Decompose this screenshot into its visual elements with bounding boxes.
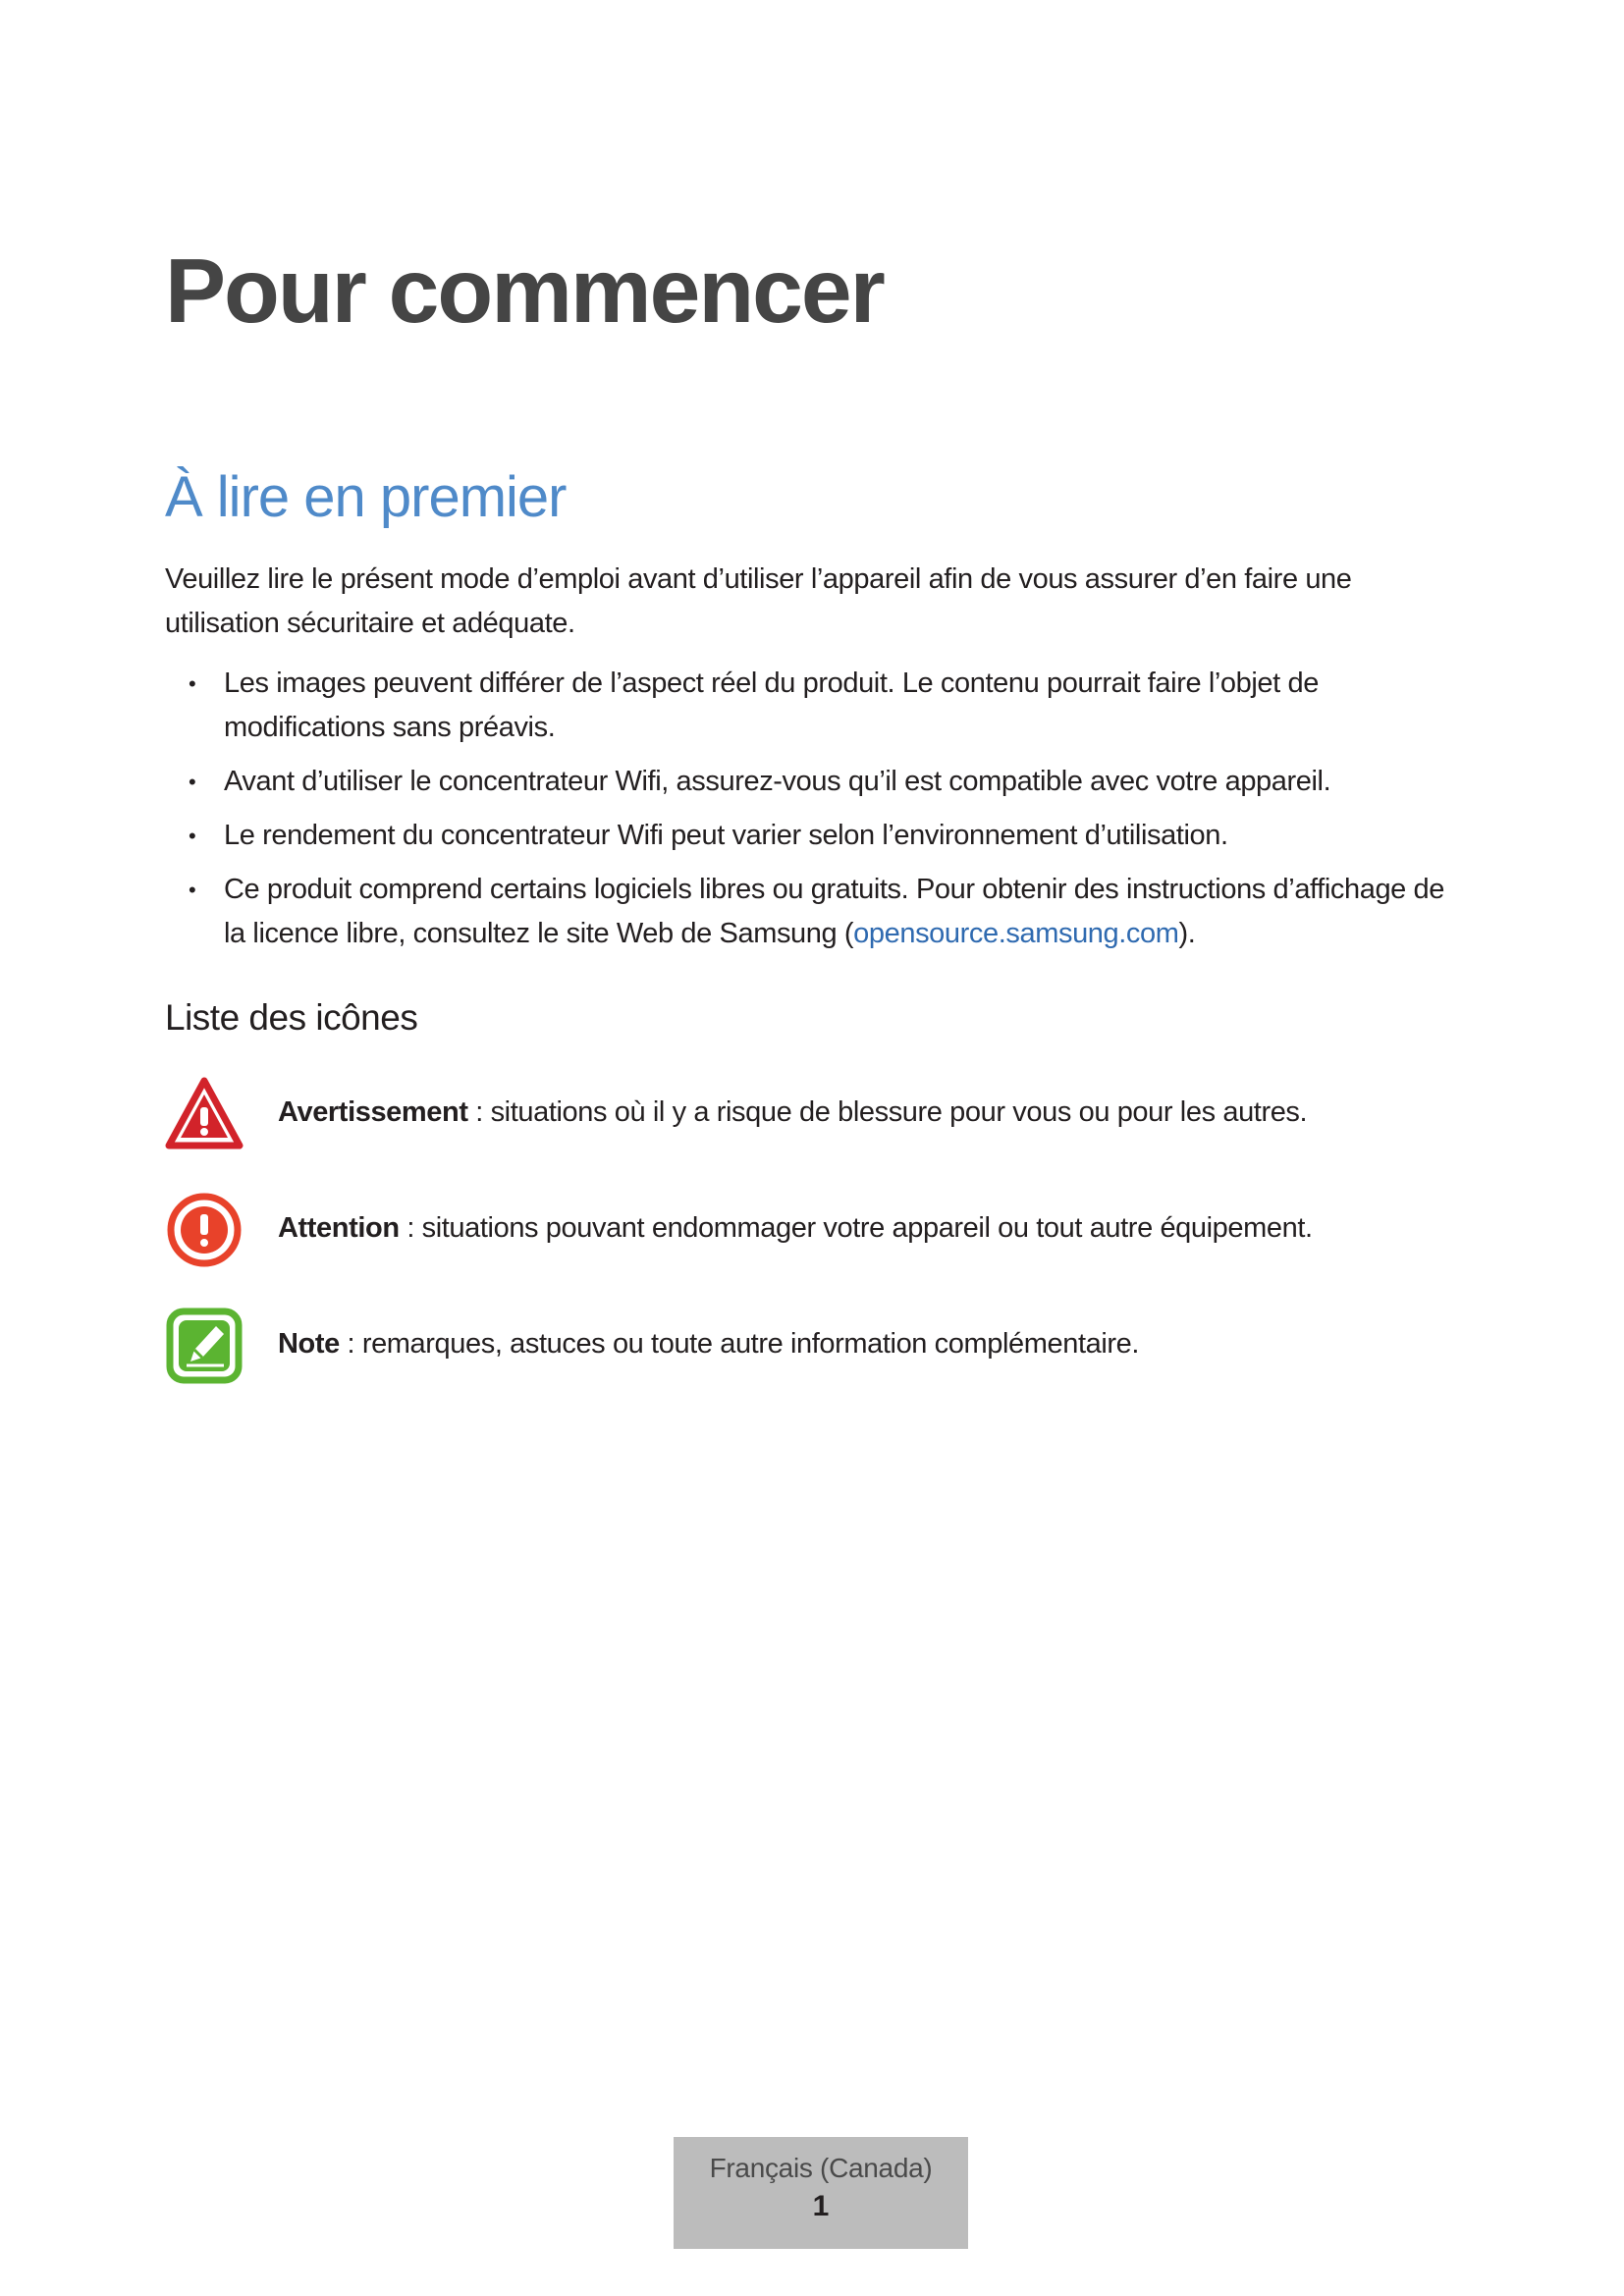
icons-list-title: Liste des icônes (165, 997, 418, 1038)
footer-language: Français (Canada) (709, 2153, 933, 2183)
page-number: 1 (812, 2190, 830, 2222)
note-pencil-icon (165, 1307, 244, 1385)
bullet-dot: • (189, 824, 196, 848)
bullet-dot: • (189, 770, 196, 794)
list-item (165, 868, 1471, 956)
bullet-text: Le rendement du concentrateur Wifi peut varier selon l’environnement d’utilisation. (224, 820, 1228, 851)
bullet-dot: • (189, 878, 196, 902)
section-title: À lire en premier (165, 465, 567, 529)
icon-description (278, 1208, 1313, 1248)
list-item (165, 760, 1471, 804)
bullet-text-end: ). (1178, 918, 1196, 949)
icon-row-warning (165, 1075, 1471, 1153)
icon-description (278, 1093, 1307, 1132)
bullet-text: Avant d’utiliser le concentrateur Wifi, assurez-vous qu’il est compatible avec votre appareil. (224, 766, 1331, 797)
bullet-list (165, 662, 1471, 966)
icon-label: Attention (278, 1212, 400, 1244)
list-item (165, 662, 1471, 750)
warning-triangle-icon (165, 1075, 244, 1153)
icon-text: : remarques, astuces ou toute autre information complémentaire. (339, 1328, 1140, 1360)
list-item (165, 814, 1471, 858)
icon-label: Avertissement (278, 1096, 468, 1128)
page-title: Pour commencer (165, 240, 884, 342)
icon-text: : situations où il y a risque de blessure pour vous ou pour les autres. (467, 1096, 1308, 1128)
intro-paragraph: Veuillez lire le présent mode d’emploi avant d’utiliser l’appareil afin de vous assurer d’en faire une utilisation sécuritaire et adéquate. (165, 563, 1352, 639)
caution-circle-icon (165, 1191, 244, 1269)
bullet-text: Les images peuvent différer de l’aspect réel du produit. Le contenu pourrait faire l’objet de modifications sans préavis. (224, 667, 1319, 743)
bullet-dot: • (189, 671, 196, 696)
icon-text: : situations pouvant endommager votre appareil ou tout autre équipement. (399, 1212, 1313, 1244)
icon-row-note (165, 1307, 1471, 1385)
page-footer (674, 2137, 968, 2249)
bullet-text: Ce produit comprend certains logiciels libres ou gratuits. Pour obtenir des instructions d’affichage de la licence libre, consultez le site Web de Samsung ( (224, 874, 1445, 949)
opensource-link[interactable]: opensource.samsung.com (853, 918, 1179, 949)
icon-description (278, 1324, 1139, 1363)
icon-row-caution (165, 1191, 1471, 1269)
icon-label: Note (278, 1328, 340, 1360)
